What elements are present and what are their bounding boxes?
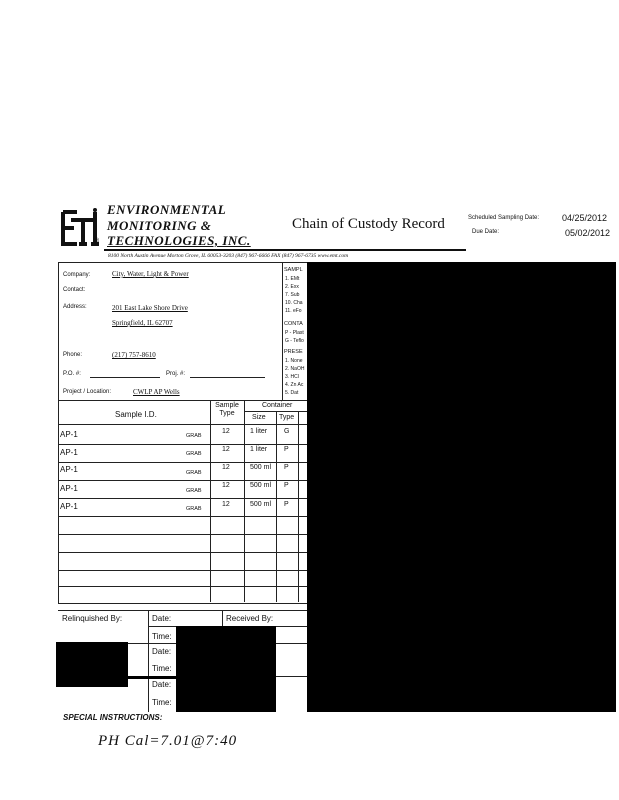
row-rule (58, 462, 308, 463)
scheduled-date-label: Scheduled Sampling Date: (468, 215, 540, 221)
po-field-line (90, 377, 160, 378)
redaction-block-right (307, 262, 616, 712)
sample-id: AP-1 (60, 430, 78, 439)
handwritten-note: PH Cal=7.01@7:40 (98, 733, 238, 749)
proj-label: Proj. #: (166, 371, 186, 377)
sample-id: AP-1 (60, 502, 78, 511)
col-divider (276, 411, 277, 602)
row-rule (58, 480, 308, 481)
preserve-item: 3. HCl (285, 374, 299, 380)
container-item: G - Teflo (285, 338, 304, 344)
project-value: CWLP AP Wells (133, 388, 180, 396)
col-divider (298, 411, 299, 602)
time-label: Time: (152, 664, 172, 673)
col-divider (244, 400, 245, 602)
container-type: P (284, 501, 289, 508)
sample-method: GRAB (186, 433, 202, 439)
preserve-item: 1. None (285, 358, 303, 364)
special-instructions-label: SPECIAL INSTRUCTIONS: (63, 713, 163, 722)
container-size: 500 ml (250, 482, 272, 489)
sample-id: AP-1 (60, 465, 78, 474)
row-rule (58, 552, 308, 553)
date-label: Date: (152, 614, 172, 623)
container-size: 500 ml (250, 501, 272, 508)
sample-method: GRAB (186, 451, 202, 457)
redaction-bar (128, 676, 176, 679)
preserve-item: 4. Zn Ac (285, 382, 304, 388)
side-notes-divider (282, 262, 283, 400)
address-line-2: Springfield, IL 62707 (112, 319, 173, 327)
contact-label: Contact: (63, 287, 86, 293)
due-date-label: Due Date: (472, 229, 500, 235)
row-rule (58, 570, 308, 571)
sample-id: AP-1 (60, 448, 78, 457)
scheduled-date-value: 04/25/2012 (562, 213, 608, 223)
time-label: Time: (152, 632, 172, 641)
address-label: Address: (63, 304, 87, 310)
sig-divider (222, 610, 223, 626)
sample-type: 12 (222, 501, 230, 508)
container-type: G (284, 428, 290, 435)
col-header-sample-id: Sample I.D. (115, 410, 157, 419)
col-header-size: Size (252, 414, 266, 421)
sample-method: GRAB (186, 506, 202, 512)
container-size: 1 liter (250, 428, 268, 435)
header-bottom-rule (58, 424, 308, 425)
sample-id: AP-1 (60, 484, 78, 493)
row-rule (58, 586, 308, 587)
sample-type: 12 (222, 464, 230, 471)
sample-method: GRAB (186, 488, 202, 494)
row-rule (58, 534, 308, 535)
company-label: Company: (63, 272, 91, 278)
due-date-value: 05/02/2012 (565, 228, 611, 238)
table-top-rule (58, 400, 308, 401)
row-rule (58, 444, 308, 445)
phone-label: Phone: (63, 352, 83, 358)
phone-value: (217) 757-8610 (112, 351, 156, 359)
sample-type: 12 (222, 446, 230, 453)
sampler-item: 7. Sub (285, 292, 300, 298)
registered-mark: ® (94, 238, 100, 245)
date-label: Date: (152, 647, 172, 656)
company-address-line: 8100 North Austin Avenue Morton Grove, IL 60053-3203 (847) 967-6666 FAX (847) 967-6735 www.emt.com (108, 253, 349, 259)
sampler-item: 11. eFo (285, 308, 302, 314)
container-size: 500 ml (250, 464, 272, 471)
container-type: P (284, 482, 289, 489)
po-label: P.O. #: (63, 371, 81, 377)
col-divider (210, 400, 211, 602)
container-item: P - Plast (285, 330, 304, 336)
sample-type: 12 (222, 428, 230, 435)
proj-field-line (190, 377, 265, 378)
date-label: Date: (152, 680, 172, 689)
company-value: City, Water, Light & Power (112, 270, 189, 278)
row-rule (58, 498, 308, 499)
address-line-1: 201 East Lake Shore Drive (112, 304, 188, 312)
container-fragment: CONTA (284, 321, 303, 327)
col-header-type: Type (279, 414, 295, 421)
col-header-sample-type: Sample Type (215, 402, 239, 417)
container-type: P (284, 446, 289, 453)
row-rule (58, 516, 308, 517)
sample-type: 12 (222, 482, 230, 489)
header-rule (104, 249, 466, 251)
project-label: Project / Location: (63, 389, 112, 395)
company-name-line-2: MONITORING & (107, 218, 212, 233)
redaction-block-relinquished (56, 642, 128, 687)
redaction-block-signature (176, 626, 276, 712)
sampler-item: 10. Cha (285, 300, 303, 306)
relinquished-label: Relinquished By: (62, 614, 123, 623)
company-name-line-1: ENVIRONMENTAL (107, 202, 227, 217)
preserve-item: 5. Dat (285, 390, 299, 396)
received-label: Received By: (226, 614, 274, 623)
sampler-fragment: SAMPL (284, 267, 303, 273)
col-header-container: Container (262, 402, 293, 409)
preserve-item: 2. NaOH (285, 366, 305, 372)
container-type: P (284, 464, 289, 471)
page-title: Chain of Custody Record (292, 216, 445, 232)
sampler-item: 1. EMt (285, 276, 300, 282)
preserve-fragment: PRESE (284, 349, 303, 355)
company-name-line-3: TECHNOLOGIES, INC. (107, 233, 251, 248)
sample-method: GRAB (186, 470, 202, 476)
container-size: 1 liter (250, 446, 268, 453)
sampler-item: 2. Exx (285, 284, 299, 290)
time-label: Time: (152, 698, 172, 707)
